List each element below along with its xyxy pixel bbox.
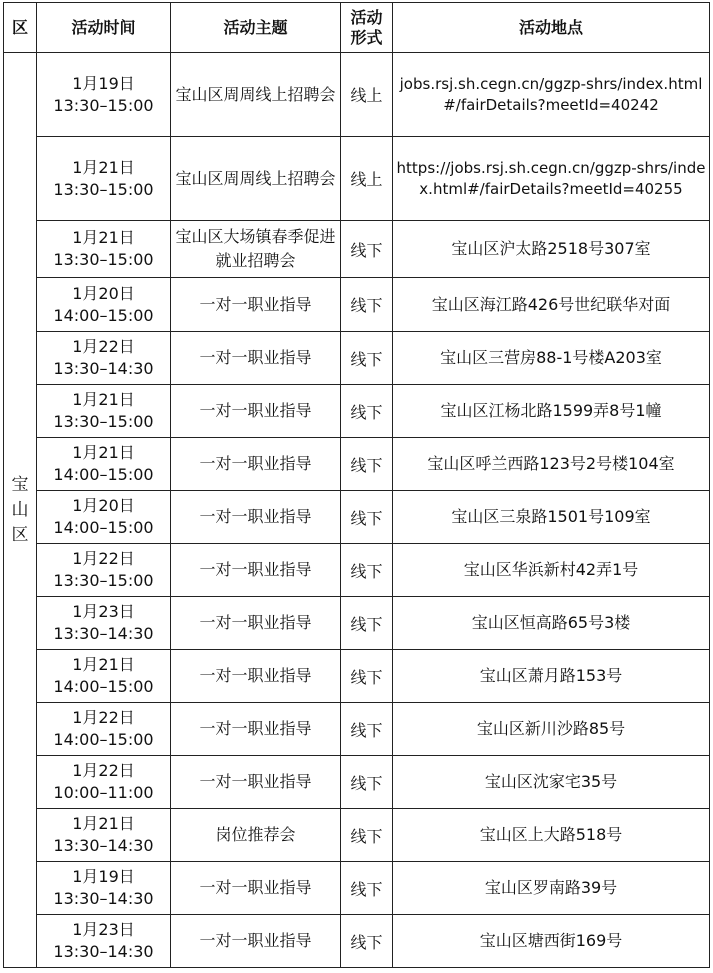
table-row bbox=[4, 756, 710, 809]
theme-cell: 一对一职业指导 bbox=[171, 278, 341, 332]
time-cell bbox=[37, 544, 171, 597]
date-text: 1月21日 bbox=[72, 157, 135, 177]
time-cell bbox=[37, 809, 171, 862]
table-row bbox=[4, 137, 710, 221]
time-range-text: 13:30–14:30 bbox=[53, 359, 154, 378]
location-cell: 宝山区上大路518号 bbox=[393, 809, 710, 862]
table-row bbox=[4, 278, 710, 332]
theme-cell: 一对一职业指导 bbox=[171, 385, 341, 438]
time-range-text: 14:00–15:00 bbox=[53, 305, 154, 325]
time-cell bbox=[37, 915, 171, 968]
district-char: 区 bbox=[11, 524, 29, 545]
time-cell bbox=[37, 278, 171, 332]
time-range-text: 13:30–14:30 bbox=[53, 889, 154, 908]
header-row bbox=[4, 3, 710, 53]
theme-cell: 宝山区周周线上招聘会 bbox=[171, 53, 341, 137]
table-row bbox=[4, 597, 710, 650]
date-text: 1月20日 bbox=[72, 283, 135, 303]
form-cell: 线下 bbox=[341, 332, 393, 385]
time-range-text: 13:30–15:00 bbox=[53, 95, 154, 115]
date-text: 1月22日 bbox=[72, 549, 135, 568]
district-char: 宝 bbox=[11, 474, 29, 495]
table-row bbox=[4, 332, 710, 385]
time-cell bbox=[37, 385, 171, 438]
theme-cell: 一对一职业指导 bbox=[171, 597, 341, 650]
time-cell bbox=[37, 703, 171, 756]
location-cell: 宝山区恒高路65号3楼 bbox=[393, 597, 710, 650]
date-text: 1月21日 bbox=[72, 390, 135, 409]
form-cell: 线下 bbox=[341, 756, 393, 809]
theme-cell: 岗位推荐会 bbox=[171, 809, 341, 862]
time-range-text: 13:30–15:00 bbox=[53, 179, 154, 199]
time-range-text: 13:30–14:30 bbox=[53, 942, 154, 961]
form-cell: 线下 bbox=[341, 438, 393, 491]
form-cell: 线下 bbox=[341, 915, 393, 968]
location-cell: 宝山区海江路426号世纪联华对面 bbox=[393, 278, 710, 332]
time-cell bbox=[37, 221, 171, 278]
header-form-line1: 活动 bbox=[350, 7, 383, 27]
form-cell: 线下 bbox=[341, 703, 393, 756]
location-cell: 宝山区三泉路1501号109室 bbox=[393, 491, 710, 544]
time-cell bbox=[37, 756, 171, 809]
form-cell: 线下 bbox=[341, 597, 393, 650]
time-cell bbox=[37, 332, 171, 385]
theme-cell: 一对一职业指导 bbox=[171, 862, 341, 915]
location-cell: 宝山区塘西街169号 bbox=[393, 915, 710, 968]
form-cell: 线下 bbox=[341, 491, 393, 544]
time-range-text: 13:30–15:00 bbox=[53, 571, 154, 590]
theme-cell: 一对一职业指导 bbox=[171, 332, 341, 385]
theme-cell: 一对一职业指导 bbox=[171, 544, 341, 597]
table-row bbox=[4, 385, 710, 438]
table-row bbox=[4, 491, 710, 544]
location-cell: 宝山区呼兰西路123号2号楼104室 bbox=[393, 438, 710, 491]
table-row bbox=[4, 221, 710, 278]
table-body bbox=[4, 53, 710, 968]
time-range-text: 14:00–15:00 bbox=[53, 730, 154, 749]
date-text: 1月21日 bbox=[72, 814, 135, 833]
activity-table bbox=[3, 2, 710, 968]
location-cell: 宝山区江杨北路1599弄8号1幢 bbox=[393, 385, 710, 438]
theme-cell: 宝山区大场镇春季促进就业招聘会 bbox=[171, 221, 341, 278]
theme-cell: 一对一职业指导 bbox=[171, 438, 341, 491]
form-cell: 线下 bbox=[341, 809, 393, 862]
time-cell bbox=[37, 597, 171, 650]
date-text: 1月19日 bbox=[72, 867, 135, 886]
theme-cell: 一对一职业指导 bbox=[171, 491, 341, 544]
form-cell: 线下 bbox=[341, 278, 393, 332]
time-range-text: 14:00–15:00 bbox=[53, 677, 154, 696]
time-range-text: 13:30–14:30 bbox=[53, 836, 154, 855]
time-cell bbox=[37, 438, 171, 491]
time-range-text: 10:00–11:00 bbox=[53, 783, 154, 802]
table-row bbox=[4, 544, 710, 597]
location-cell: 宝山区三营房88-1号楼A203室 bbox=[393, 332, 710, 385]
form-cell: 线下 bbox=[341, 385, 393, 438]
date-text: 1月21日 bbox=[72, 228, 135, 247]
table-row bbox=[4, 915, 710, 968]
header-district: 区 bbox=[4, 3, 37, 53]
date-text: 1月21日 bbox=[72, 443, 135, 462]
time-range-text: 13:30–15:00 bbox=[53, 412, 154, 431]
time-cell bbox=[37, 137, 171, 221]
time-cell bbox=[37, 650, 171, 703]
table-row bbox=[4, 809, 710, 862]
form-cell: 线下 bbox=[341, 221, 393, 278]
form-cell: 线上 bbox=[341, 53, 393, 137]
date-text: 1月20日 bbox=[72, 496, 135, 515]
theme-cell: 一对一职业指导 bbox=[171, 703, 341, 756]
time-cell bbox=[37, 491, 171, 544]
form-cell: 线上 bbox=[341, 137, 393, 221]
time-cell bbox=[37, 862, 171, 915]
header-form bbox=[341, 3, 393, 53]
time-range-text: 14:00–15:00 bbox=[53, 518, 154, 537]
header-theme: 活动主题 bbox=[171, 3, 341, 53]
district-char: 山 bbox=[11, 499, 29, 520]
location-cell: 宝山区沈家宅35号 bbox=[393, 756, 710, 809]
header-location: 活动地点 bbox=[393, 3, 710, 53]
table-row bbox=[4, 438, 710, 491]
district-cell bbox=[4, 53, 37, 968]
date-text: 1月22日 bbox=[72, 708, 135, 727]
time-range-text: 14:00–15:00 bbox=[53, 465, 154, 484]
location-cell: 宝山区罗南路39号 bbox=[393, 862, 710, 915]
location-cell: 宝山区萧月路153号 bbox=[393, 650, 710, 703]
form-cell: 线下 bbox=[341, 862, 393, 915]
date-text: 1月23日 bbox=[72, 920, 135, 939]
theme-cell: 一对一职业指导 bbox=[171, 650, 341, 703]
time-range-text: 13:30–14:30 bbox=[53, 624, 154, 643]
form-cell: 线下 bbox=[341, 544, 393, 597]
location-cell: 宝山区新川沙路85号 bbox=[393, 703, 710, 756]
location-link[interactable]: https://jobs.rsj.sh.cegn.cn/ggzp-shrs/index.html#/fairDetails?meetId=40255 bbox=[393, 137, 710, 221]
time-range-text: 13:30–15:00 bbox=[53, 250, 154, 269]
table-row bbox=[4, 703, 710, 756]
time-cell bbox=[37, 53, 171, 137]
theme-cell: 一对一职业指导 bbox=[171, 915, 341, 968]
header-time: 活动时间 bbox=[37, 3, 171, 53]
location-cell: 宝山区华浜新村42弄1号 bbox=[393, 544, 710, 597]
date-text: 1月23日 bbox=[72, 602, 135, 621]
date-text: 1月22日 bbox=[72, 337, 135, 356]
date-text: 1月22日 bbox=[72, 761, 135, 780]
location-cell: 宝山区沪太路2518号307室 bbox=[393, 221, 710, 278]
table-row bbox=[4, 650, 710, 703]
date-text: 1月19日 bbox=[72, 73, 135, 93]
table-row bbox=[4, 53, 710, 137]
theme-cell: 一对一职业指导 bbox=[171, 756, 341, 809]
form-cell: 线下 bbox=[341, 650, 393, 703]
table-row bbox=[4, 862, 710, 915]
location-link[interactable]: jobs.rsj.sh.cegn.cn/ggzp-shrs/index.html#/fairDetails?meetId=40242 bbox=[393, 53, 710, 137]
date-text: 1月21日 bbox=[72, 655, 135, 674]
header-form-line2: 形式 bbox=[350, 27, 383, 47]
theme-cell: 宝山区周周线上招聘会 bbox=[171, 137, 341, 221]
